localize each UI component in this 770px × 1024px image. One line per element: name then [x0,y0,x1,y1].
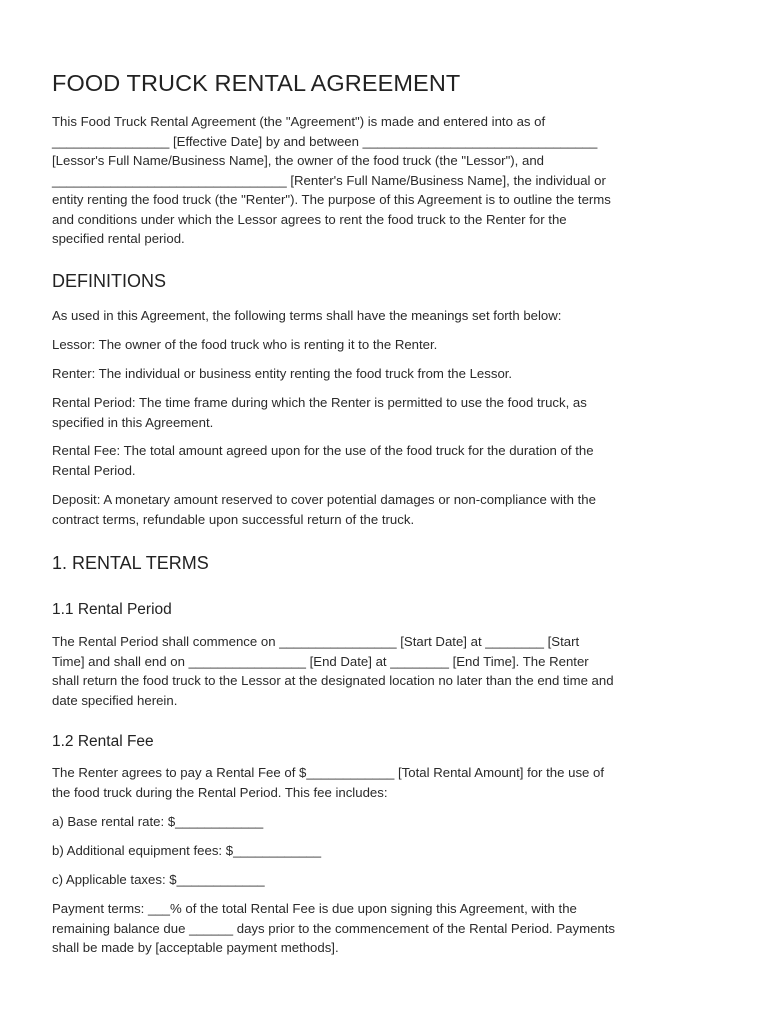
paragraph-line: The Renter agrees to pay a Rental Fee of $____________ [Total Rental Amount] for the use of [52,765,605,780]
definition-line: Rental Period. [52,462,136,478]
definition-line: Deposit: A monetary amount reserved to cover potential damages or non-compliance with the [52,492,596,507]
rental-fee-paragraph [52,763,718,802]
definition-deposit [52,490,718,529]
rental-period-heading: 1.1 Rental Period [52,601,172,618]
definition-renter: Renter: The individual or business entity renting the food truck from the Lessor. [52,366,513,381]
intro-line: This Food Truck Rental Agreement (the "Agreement") is made and entered into as of [52,114,546,129]
intro-line: entity renting the food truck (the "Renter"). The purpose of this Agreement is to outline the terms [52,192,611,207]
rental-terms-heading: 1. RENTAL TERMS [52,553,209,573]
paragraph-line: the food truck during the Rental Period. This fee includes: [52,784,388,800]
fee-item-taxes: c) Applicable taxes: $____________ [52,872,265,887]
paragraph-line: remaining balance due ______ days prior to the commencement of the Rental Period. Payments [52,920,615,936]
definitions-lead: As used in this Agreement, the following terms shall have the meanings set forth below: [52,308,562,323]
paragraph-line: Payment terms: ___% of the total Rental Fee is due upon signing this Agreement, with the [52,901,577,916]
rental-period-paragraph [52,632,718,710]
definition-line: Rental Period: The time frame during which the Renter is permitted to use the food truck, as [52,395,587,410]
document-title: FOOD TRUCK RENTAL AGREEMENT [52,70,461,96]
paragraph-line: shall return the food truck to the Lessor at the designated location no later than the end time and [52,673,614,688]
definition-line: contract terms, refundable upon successful return of the truck. [52,511,415,527]
intro-line: ________________ [Effective Date] by and between ________________________________ [52,133,598,149]
intro-paragraph [52,112,718,249]
definition-rental-fee [52,441,718,480]
rental-fee-heading: 1.2 Rental Fee [52,733,154,750]
definition-rental-period [52,393,718,432]
fee-item-base-rate: a) Base rental rate: $____________ [52,814,264,829]
intro-line: and conditions under which the Lessor agrees to rent the food truck to the Renter for the [52,211,567,227]
intro-line: specified rental period. [52,231,185,246]
paragraph-line: shall be made by [acceptable payment methods]. [52,940,339,955]
paragraph-line: The Rental Period shall commence on ________________ [Start Date] at ________ [Start [52,634,580,649]
definition-line: Rental Fee: The total amount agreed upon for the use of the food truck for the duration of the [52,443,594,458]
intro-line: [Lessor's Full Name/Business Name], the owner of the food truck (the "Lessor"), and [52,153,544,168]
definitions-heading: DEFINITIONS [52,271,167,291]
fee-item-equipment: b) Additional equipment fees: $____________ [52,843,322,858]
intro-line: ________________________________ [Renter's Full Name/Business Name], the individual or [52,172,606,188]
payment-terms-paragraph [52,899,718,958]
paragraph-line: Time] and shall end on ________________ [End Date] at ________ [End Time]. The Renter [52,653,589,669]
definition-line: specified in this Agreement. [52,414,214,430]
paragraph-line: date specified herein. [52,692,178,708]
definition-lessor: Lessor: The owner of the food truck who is renting it to the Renter. [52,337,438,352]
